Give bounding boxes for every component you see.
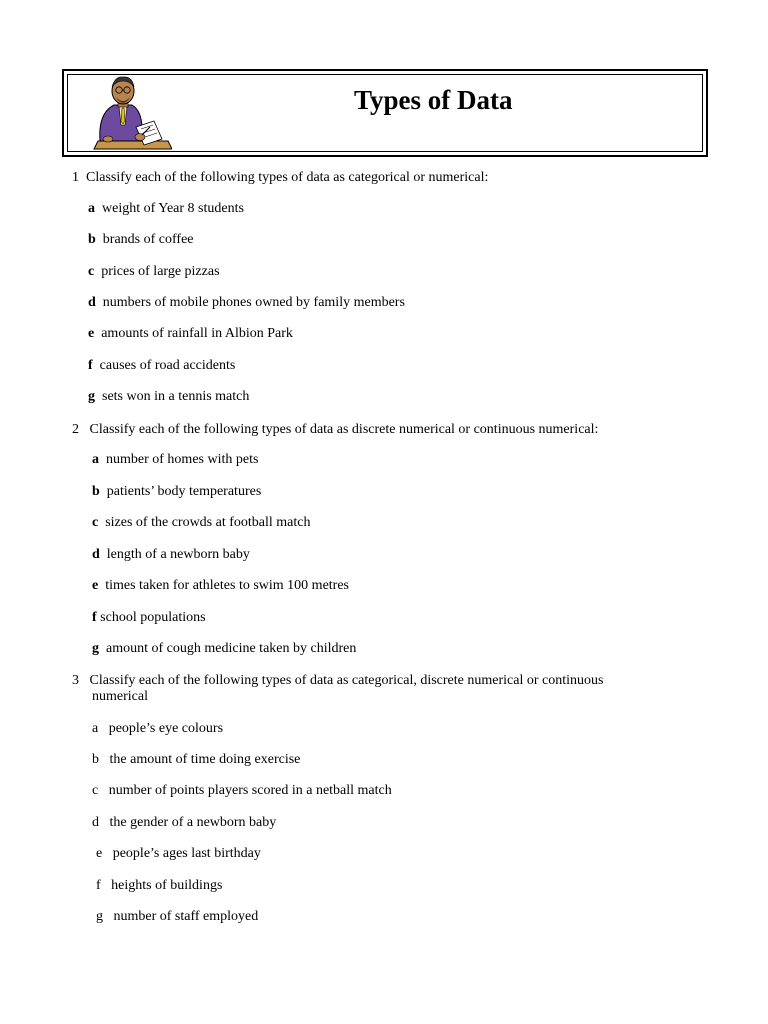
item-text: sets won in a tennis match [102,389,250,404]
list-item [88,358,235,374]
item-letter: g [88,389,95,404]
list-item [88,232,194,248]
question-number: 2 [72,422,79,437]
list-item [96,846,261,862]
item-text: people’s ages last birthday [112,846,261,861]
item-letter: d [88,295,96,310]
item-letter: e [88,326,95,341]
page-title: Types of Data [354,85,513,115]
question-2-prompt [72,422,598,438]
item-letter: f [92,610,97,625]
question-text: Classify each of the following types of data as categorical or numerical: [86,170,489,185]
item-text: amount of cough medicine taken by children [106,641,357,656]
item-letter: c [92,515,99,530]
item-text: sizes of the crowds at football match [105,515,311,530]
item-letter: b [92,484,100,499]
list-item [88,264,220,280]
list-item [88,201,244,217]
item-text: patients’ body temperatures [106,484,262,499]
list-item [92,515,311,531]
item-letter: d [92,815,99,830]
list-item [92,721,223,737]
teacher-clipart-icon [88,75,172,155]
list-item [88,389,249,405]
list-item [92,752,300,768]
item-letter: g [96,909,103,924]
list-item [88,326,293,342]
item-letter: c [92,783,99,798]
item-text: people’s eye colours [108,721,224,736]
list-item [92,484,261,500]
item-text: the gender of a newborn baby [109,815,277,830]
list-item [92,783,392,799]
item-text: school populations [100,610,206,625]
item-letter: f [88,358,93,373]
list-item [88,295,405,311]
list-item [96,878,222,894]
item-letter: b [92,752,99,767]
list-item [92,452,258,468]
title-box [62,69,708,157]
list-item [92,610,206,626]
item-letter: e [96,846,103,861]
item-text: number of points players scored in a netball match [108,783,392,798]
item-text: times taken for athletes to swim 100 metres [105,578,349,593]
item-text: weight of Year 8 students [102,201,244,216]
question-number: 1 [72,170,79,185]
item-letter: d [92,547,100,562]
question-text: Classify each of the following types of data as discrete numerical or continuous numerical: [89,422,599,437]
item-text: heights of buildings [111,878,223,893]
item-letter: b [88,232,96,247]
item-letter: f [96,878,101,893]
item-text: numbers of mobile phones owned by family members [102,295,405,310]
item-text: brands of coffee [102,232,194,247]
item-letter: a [92,721,99,736]
item-letter: g [92,641,99,656]
list-item [92,578,349,594]
item-text: the amount of time doing exercise [109,752,301,767]
list-item [96,909,258,925]
item-letter: a [88,201,95,216]
list-item [92,641,356,657]
item-text: number of staff employed [113,909,259,924]
item-letter: e [92,578,99,593]
item-text: causes of road accidents [99,358,236,373]
question-text: numerical [92,689,148,704]
question-1-prompt [72,170,488,186]
item-text: amounts of rainfall in Albion Park [101,326,293,341]
list-item [92,547,250,563]
question-3-prompt-continued [92,689,148,705]
item-text: prices of large pizzas [101,264,220,279]
item-letter: a [92,452,99,467]
question-3-prompt [72,673,603,689]
list-item [92,815,276,831]
item-text: length of a newborn baby [106,547,250,562]
question-number: 3 [72,673,79,688]
item-text: number of homes with pets [106,452,259,467]
item-letter: c [88,264,95,279]
question-text: Classify each of the following types of data as categorical, discrete numerical or continuous [89,673,604,688]
